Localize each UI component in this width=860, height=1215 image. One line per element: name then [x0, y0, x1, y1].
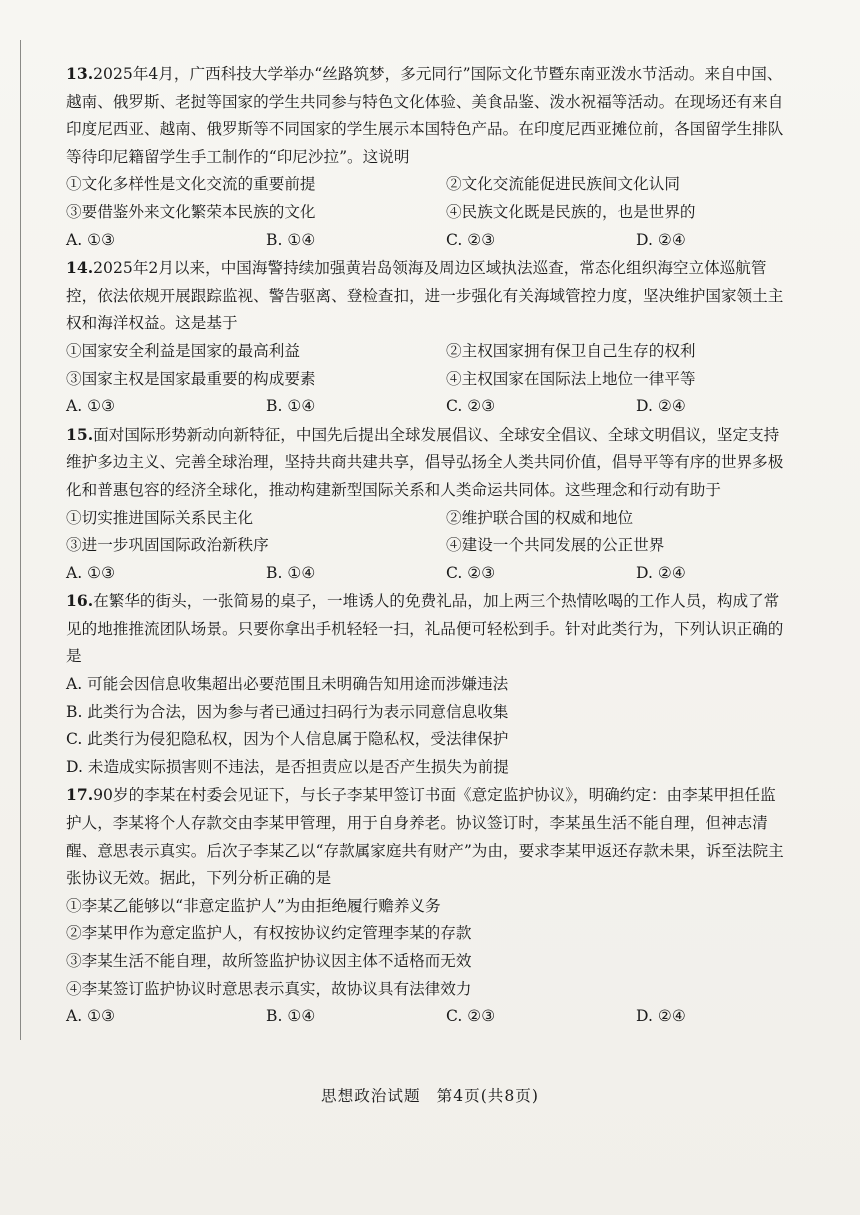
statement: ④民族文化既是民族的，也是世界的: [446, 202, 696, 221]
statement: ①文化多样性是文化交流的重要前提: [66, 175, 316, 194]
question-stem: 在繁华的街头，一张简易的桌子，一堆诱人的免费礼品，加上两三个热情吆喝的工作人员，构成了常见的地推推流团队场景。只要你拿出手机轻轻一扫，礼品便可轻松到手。针对此类行为，下列认识正确的是: [66, 592, 784, 666]
choice-c[interactable]: C. ②③: [446, 563, 496, 582]
choice-a[interactable]: A. ①③: [66, 397, 116, 416]
choice-list: [66, 560, 786, 588]
statement-list: [66, 171, 786, 226]
statement-list: [66, 505, 786, 560]
question-13: [66, 60, 786, 254]
question-number: 13.: [66, 64, 94, 83]
statement: ④建设一个共同发展的公正世界: [446, 536, 665, 555]
choice-list: [66, 227, 786, 255]
statement-list: [66, 893, 786, 1003]
choice-c[interactable]: C. 此类行为侵犯隐私权，因为个人信息属于隐私权，受法律保护: [66, 730, 509, 749]
choice-c[interactable]: C. ②③: [446, 397, 496, 416]
question-stem: 面对国际形势新动向新特征，中国先后提出全球发展倡议、全球安全倡议、全球文明倡议，坚定支持维护多边主义、完善全球治理，坚持共商共建共享，倡导弘扬全人类共同价值，倡导平等有序的世界多极化和普惠包容的经济全球化，推动构建新型国际关系和人类命运共同体。这些理念和行动有助于: [66, 425, 784, 499]
choice-b[interactable]: B. ①④: [266, 397, 316, 416]
question-14: [66, 254, 786, 421]
choice-c[interactable]: C. ②③: [446, 230, 496, 249]
binding-rule: [20, 40, 21, 1040]
statement: ②李某甲作为意定监护人，有权按协议约定管理李某的存款: [66, 924, 472, 943]
question-stem: 2025年4月，广西科技大学举办“丝路筑梦，多元同行”国际文化节暨东南亚泼水节活动。来自中国、越南、俄罗斯、老挝等国家的学生共同参与特色文化体验、美食品鉴、泼水祝福等活动。在现场还有来自印度尼西亚、越南、俄罗斯等不同国家的学生展示本国特色产品。在印度尼西亚摊位前，各国留学生排队等待印尼籍留学生手工制作的“印尼沙拉”。这说明: [66, 65, 784, 166]
statement: ①切实推进国际关系民主化: [66, 508, 254, 527]
statement: ④李某签订监护协议时意思表示真实，故协议具有法律效力: [66, 979, 472, 998]
footer-subject: 思想政治试题: [321, 1087, 421, 1105]
choice-d[interactable]: D. 未造成实际损害则不违法，是否担责应以是否产生损失为前提: [66, 757, 509, 776]
choice-b[interactable]: B. ①④: [266, 563, 316, 582]
statement: ②文化交流能促进民族间文化认同: [446, 175, 680, 194]
page-footer: [0, 1084, 860, 1106]
statement: ③李某生活不能自理，故所签监护协议因主体不适格而无效: [66, 952, 472, 970]
choice-a[interactable]: A. ①③: [66, 1007, 116, 1026]
choice-a[interactable]: A. 可能会因信息收集超出必要范围且未明确告知用途而涉嫌违法: [66, 675, 509, 694]
footer-page-number: 第4页(共8页): [436, 1087, 539, 1105]
choice-c[interactable]: C. ②③: [446, 1007, 496, 1026]
question-stem: 90岁的李某在村委会见证下，与长子李某甲签订书面《意定监护协议》，明确约定：由李某甲担任监护人，李某将个人存款交由李某甲管理，用于自身养老。协议签订时，李某虽生活不能自理，但神志清醒、意思表示真实。后次子李某乙以“存款属家庭共有财产”为由，要求李某甲返还存款未果，诉至法院主张协议无效。据此，下列分析正确的是: [66, 786, 784, 888]
statement: ②维护联合国的权威和地位: [446, 508, 634, 527]
question-number: 14.: [66, 258, 94, 278]
question-number: 17.: [66, 785, 94, 805]
statement: ③要借鉴外来文化繁荣本民族的文化: [66, 202, 316, 221]
choice-a[interactable]: A. ①③: [66, 230, 116, 249]
question-17: [66, 781, 786, 1030]
statement: ①国家安全利益是国家的最高利益: [66, 341, 300, 360]
choice-d[interactable]: D. ②④: [636, 563, 686, 582]
question-15: [66, 421, 786, 588]
statement-list: [66, 338, 786, 393]
statement: ①李某乙能够以“非意定监护人”为由拒绝履行赡养义务: [66, 896, 441, 915]
choice-d[interactable]: D. ②④: [636, 1007, 686, 1026]
question-16: [66, 587, 786, 781]
choice-a[interactable]: A. ①③: [66, 563, 116, 582]
question-number: 15.: [66, 424, 94, 444]
statement: ③国家主权是国家最重要的构成要素: [66, 369, 316, 388]
questions-area: [66, 60, 786, 1031]
question-stem: 2025年2月以来，中国海警持续加强黄岩岛领海及周边区域执法巡查，常态化组织海空立体巡航管控，依法依规开展跟踪监视、警告驱离、登检查扣，进一步强化有关海域管控力度，坚决维护国家领土主权和海洋权益。这是基于: [66, 259, 784, 333]
choice-list: [66, 393, 786, 421]
choice-d[interactable]: D. ②④: [636, 230, 686, 249]
choice-b[interactable]: B. 此类行为合法，因为参与者已通过扫码行为表示同意信息收集: [66, 702, 509, 721]
choice-list: [66, 1003, 786, 1031]
choice-b[interactable]: B. ①④: [266, 230, 316, 249]
choice-list: [66, 671, 786, 781]
statement: ③进一步巩固国际政治新秩序: [66, 536, 269, 555]
statement: ④主权国家在国际法上地位一律平等: [446, 369, 696, 388]
choice-d[interactable]: D. ②④: [636, 397, 686, 416]
question-number: 16.: [66, 591, 94, 611]
statement: ②主权国家拥有保卫自己生存的权利: [446, 341, 696, 360]
choice-b[interactable]: B. ①④: [266, 1007, 316, 1026]
